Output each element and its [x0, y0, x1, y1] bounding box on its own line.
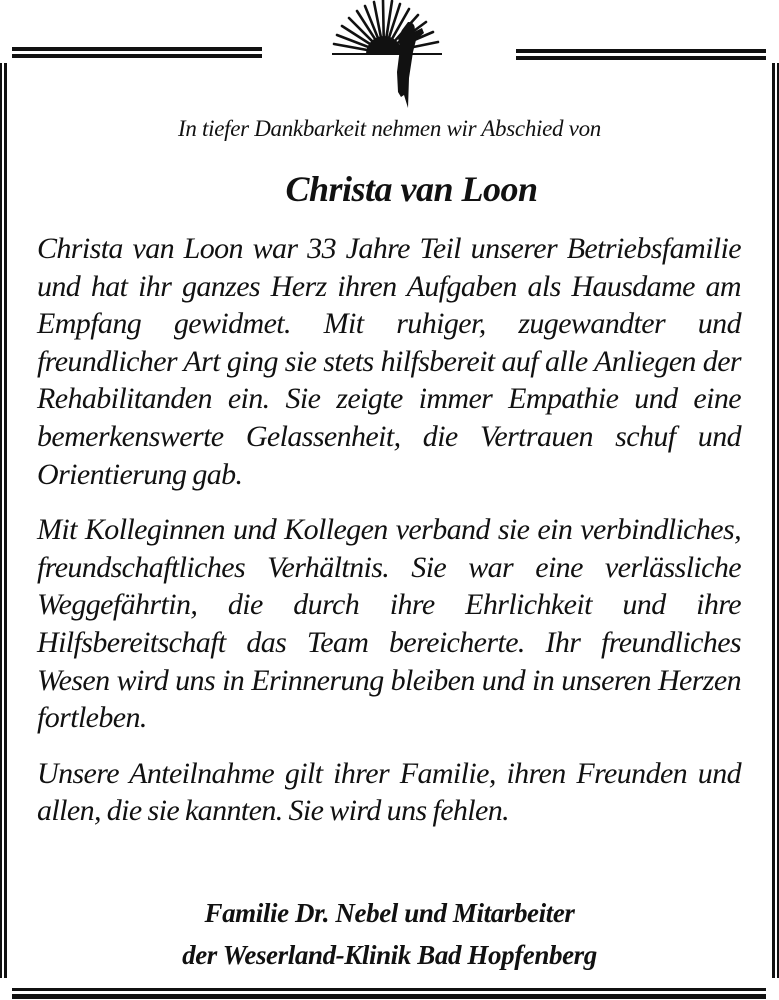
top-left-double-rule: [12, 47, 262, 58]
body-text: [37, 230, 741, 848]
bottom-double-rule: [12, 988, 766, 999]
paragraph: Unsere Anteilnahme gilt ihrer Familie, ihren Freunden und allen, die sie kannten. Sie wird uns fehlen.: [37, 756, 741, 828]
subtitle: In tiefer Dankbarkeit nehmen wir Abschied von: [178, 116, 601, 141]
left-border: [0, 63, 7, 978]
signature-line-1: Familie Dr. Nebel und Mitarbeiter: [204, 898, 575, 928]
sunrise-figure-icon: [330, 0, 450, 110]
top-right-double-rule: [516, 49, 766, 60]
paragraph: Christa van Loon war 33 Jahre Teil unserer Betriebsfamilie und hat ihr ganzes Herz ihren Aufgaben als Hausdame am Empfang gewidmet. Mit ruhiger, zugewandter und freundlicher Art ging sie stets hilfsbereit auf alle Anliegen der Rehabilitanden ein. Sie zeigte immer Empathie und eine bemerkenswerte Gelassenheit, die Vertrauen schuf und Orientierung gab.: [37, 232, 741, 491]
signature-line-2: der Weserland-Klinik Bad Hopfenberg: [182, 940, 597, 970]
paragraph: Mit Kolleginnen und Kollegen verband sie ein verbindliches, freundschaftliches Verhältnis. Sie war eine verlässliche Weggefährtin, die durch ihre Ehrlichkeit und ihre Hilfsbereitschaft das Team bereicherte. Ihr freundliches Wesen wird uns in Erinnerung bleiben und in unseren Herzen fortleben.: [37, 513, 741, 735]
deceased-name: Christa van Loon: [285, 169, 538, 209]
